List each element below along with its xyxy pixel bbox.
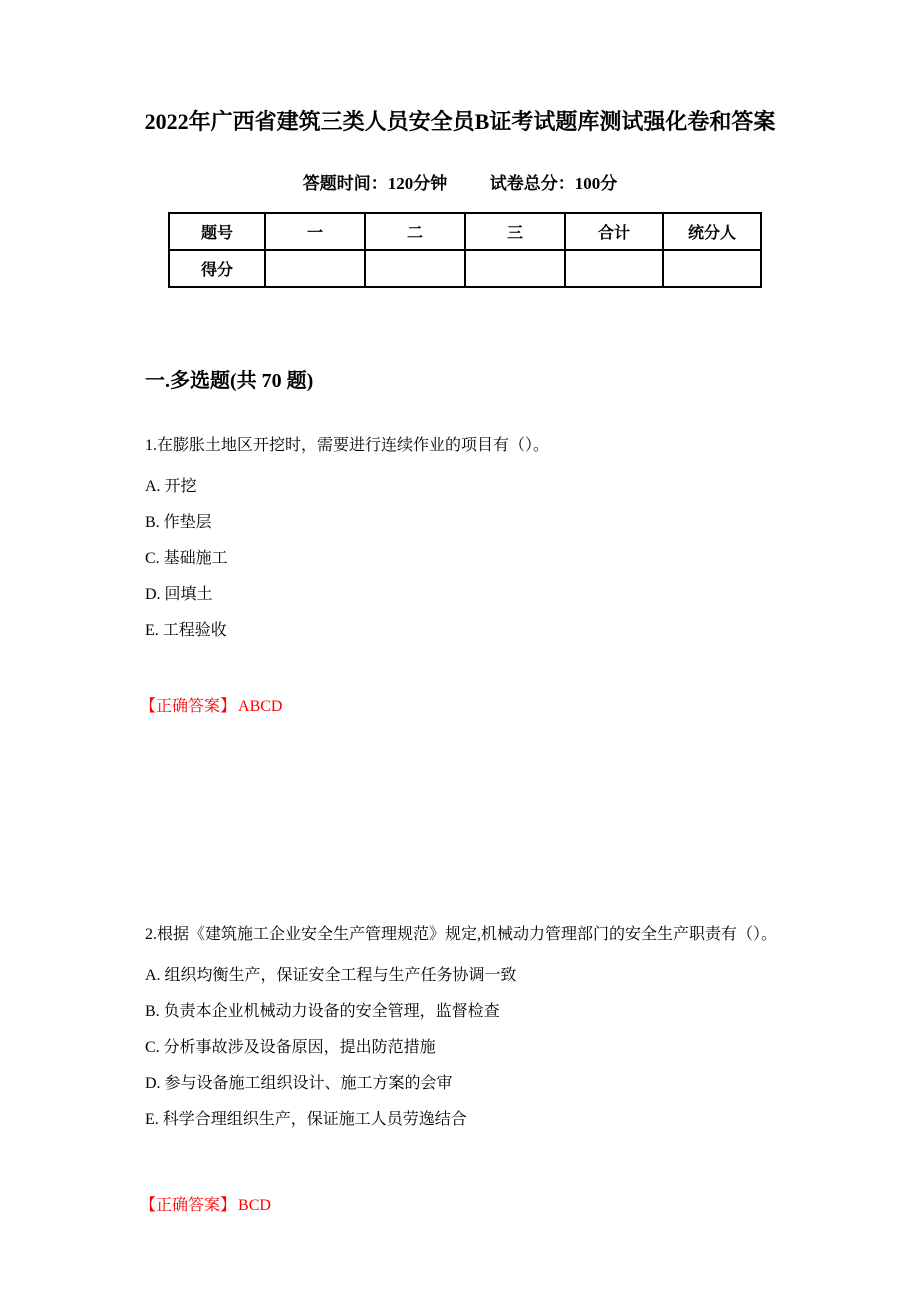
- answer-label: 【正确答案】: [140, 697, 237, 715]
- question-2-stem: 2.根据《建筑施工企业安全生产管理规范》规定,机械动力管理部门的安全生产职责有（）。: [145, 925, 778, 943]
- score-table-header-qnum: 题号: [169, 213, 265, 250]
- score-cell-one: [265, 250, 365, 287]
- score-cell-total: [565, 250, 663, 287]
- question-1-option-d: D. 回填土: [145, 585, 213, 603]
- score-table-header-two: 二: [365, 213, 465, 250]
- question-2-option-c: C. 分析事故涉及设备原因，提出防范措施: [145, 1038, 436, 1056]
- score-table-header-one: 一: [265, 213, 365, 250]
- score-table: [168, 212, 762, 288]
- score-cell-two: [365, 250, 465, 287]
- score-row-label: 得分: [169, 250, 265, 287]
- question-1-option-b: B. 作垫层: [145, 513, 212, 531]
- question-2-option-d: D. 参与设备施工组织设计、施工方案的会审: [145, 1074, 453, 1092]
- exam-time-label: 答题时间：120分钟: [302, 173, 448, 193]
- question-2-option-b: B. 负责本企业机械动力设备的安全管理，监督检查: [145, 1002, 500, 1020]
- score-table-header-row: [169, 213, 761, 250]
- question-2-answer: [140, 1192, 920, 1215]
- question-1-option-e: E. 工程验收: [145, 621, 227, 639]
- answer-value: ABCD: [238, 697, 283, 715]
- question-1-option-c: C. 基础施工: [145, 549, 228, 567]
- exam-meta: [0, 169, 920, 194]
- exam-total-label: 试卷总分：100分: [489, 173, 618, 193]
- page-title: 2022年广西省建筑三类人员安全员B证考试题库测试强化卷和答案: [144, 109, 776, 134]
- question-1-option-a: A. 开挖: [145, 477, 197, 495]
- score-table-score-row: [169, 250, 761, 287]
- score-table-header-three: 三: [465, 213, 565, 250]
- question-1-answer: [140, 693, 920, 716]
- question-2-option-a: A. 组织均衡生产，保证安全工程与生产任务协调一致: [145, 966, 517, 984]
- section-heading: 一.多选题(共 70 题): [145, 369, 314, 392]
- score-cell-three: [465, 250, 565, 287]
- question-2-option-e: E. 科学合理组织生产，保证施工人员劳逸结合: [145, 1110, 467, 1128]
- score-table-header-total: 合计: [565, 213, 663, 250]
- answer-label: 【正确答案】: [140, 1196, 237, 1214]
- answer-value: BCD: [238, 1196, 271, 1214]
- score-cell-scorer: [663, 250, 761, 287]
- question-1: [145, 431, 810, 641]
- question-2: [145, 920, 810, 1130]
- score-table-header-scorer: 统分人: [663, 213, 761, 250]
- question-1-stem: 1.在膨胀土地区开挖时，需要进行连续作业的项目有（）。: [145, 436, 550, 454]
